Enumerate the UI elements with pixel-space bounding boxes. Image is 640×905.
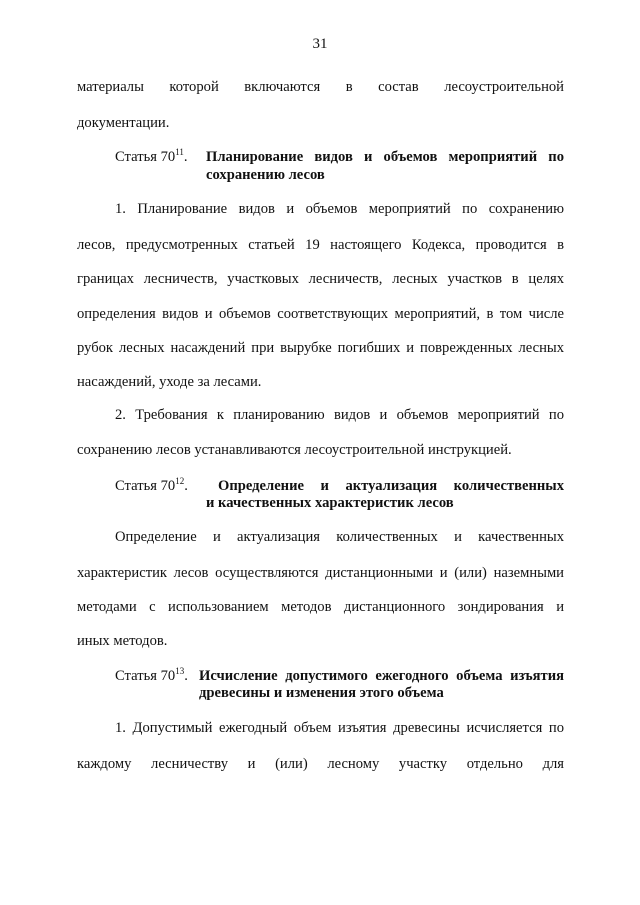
paragraph-line: Определение и актуализация количественных и качественных — [115, 529, 564, 545]
article-title-line: и качественных характеристик лесов — [206, 495, 454, 511]
article-title-line: Определение и актуализация количественных — [218, 478, 564, 494]
paragraph-line: лесов, предусмотренных статьей 19 настоящего Кодекса, проводится в — [77, 237, 564, 253]
article-label-dot: . — [184, 668, 188, 684]
paragraph-line: каждому лесничеству и (или) лесному участку отдельно для — [77, 756, 564, 772]
paragraph-line: иных методов. — [77, 633, 168, 649]
paragraph-line: 1. Допустимый ежегодный объем изъятия древесины исчисляется по — [115, 720, 564, 736]
page-number: 31 — [312, 36, 328, 52]
article-label — [115, 148, 188, 166]
paragraph-line: документации. — [77, 115, 170, 131]
article-title-line: Планирование видов и объемов мероприятий по — [206, 149, 564, 165]
paragraph-line: материалы которой включаются в состав лесоустроительной — [77, 79, 564, 95]
article-number-superscript: 11 — [175, 147, 184, 157]
paragraph-line: сохранению лесов устанавливаются лесоустроительной инструкцией. — [77, 442, 512, 458]
article-label — [115, 477, 188, 495]
article-number-superscript: 12 — [175, 476, 185, 486]
article-label-text: Статья 70 — [115, 149, 176, 165]
article-label-dot: . — [184, 478, 188, 494]
article-label-dot: . — [183, 149, 188, 165]
article-label-text: Статья 70 — [115, 668, 176, 684]
paragraph-line: определения видов и объемов соответствующих мероприятий, в том числе — [77, 306, 564, 322]
paragraph-line: методами с использованием методов дистанционного зондирования и — [77, 599, 564, 615]
paragraph-line: насаждений, уходе за лесами. — [77, 374, 262, 390]
paragraph-line: 2. Требования к планированию видов и объемов мероприятий по — [115, 407, 564, 423]
paragraph-line: 1. Планирование видов и объемов мероприятий по сохранению — [115, 201, 564, 217]
article-title-line: сохранению лесов — [206, 167, 325, 183]
paragraph-line: границах лесничеств, участковых лесничеств, лесных участков в целях — [77, 271, 564, 287]
article-number-superscript: 13 — [175, 666, 185, 676]
paragraph-line: рубок лесных насаждений при вырубке погибших и поврежденных лесных — [77, 340, 564, 356]
article-label-text: Статья 70 — [115, 478, 176, 494]
article-title-line: древесины и изменения этого объема — [199, 685, 444, 701]
article-title-line: Исчисление допустимого ежегодного объема изъятия — [199, 668, 564, 684]
paragraph-line: характеристик лесов осуществляются дистанционными и (или) наземными — [77, 565, 564, 581]
article-label — [115, 667, 188, 685]
